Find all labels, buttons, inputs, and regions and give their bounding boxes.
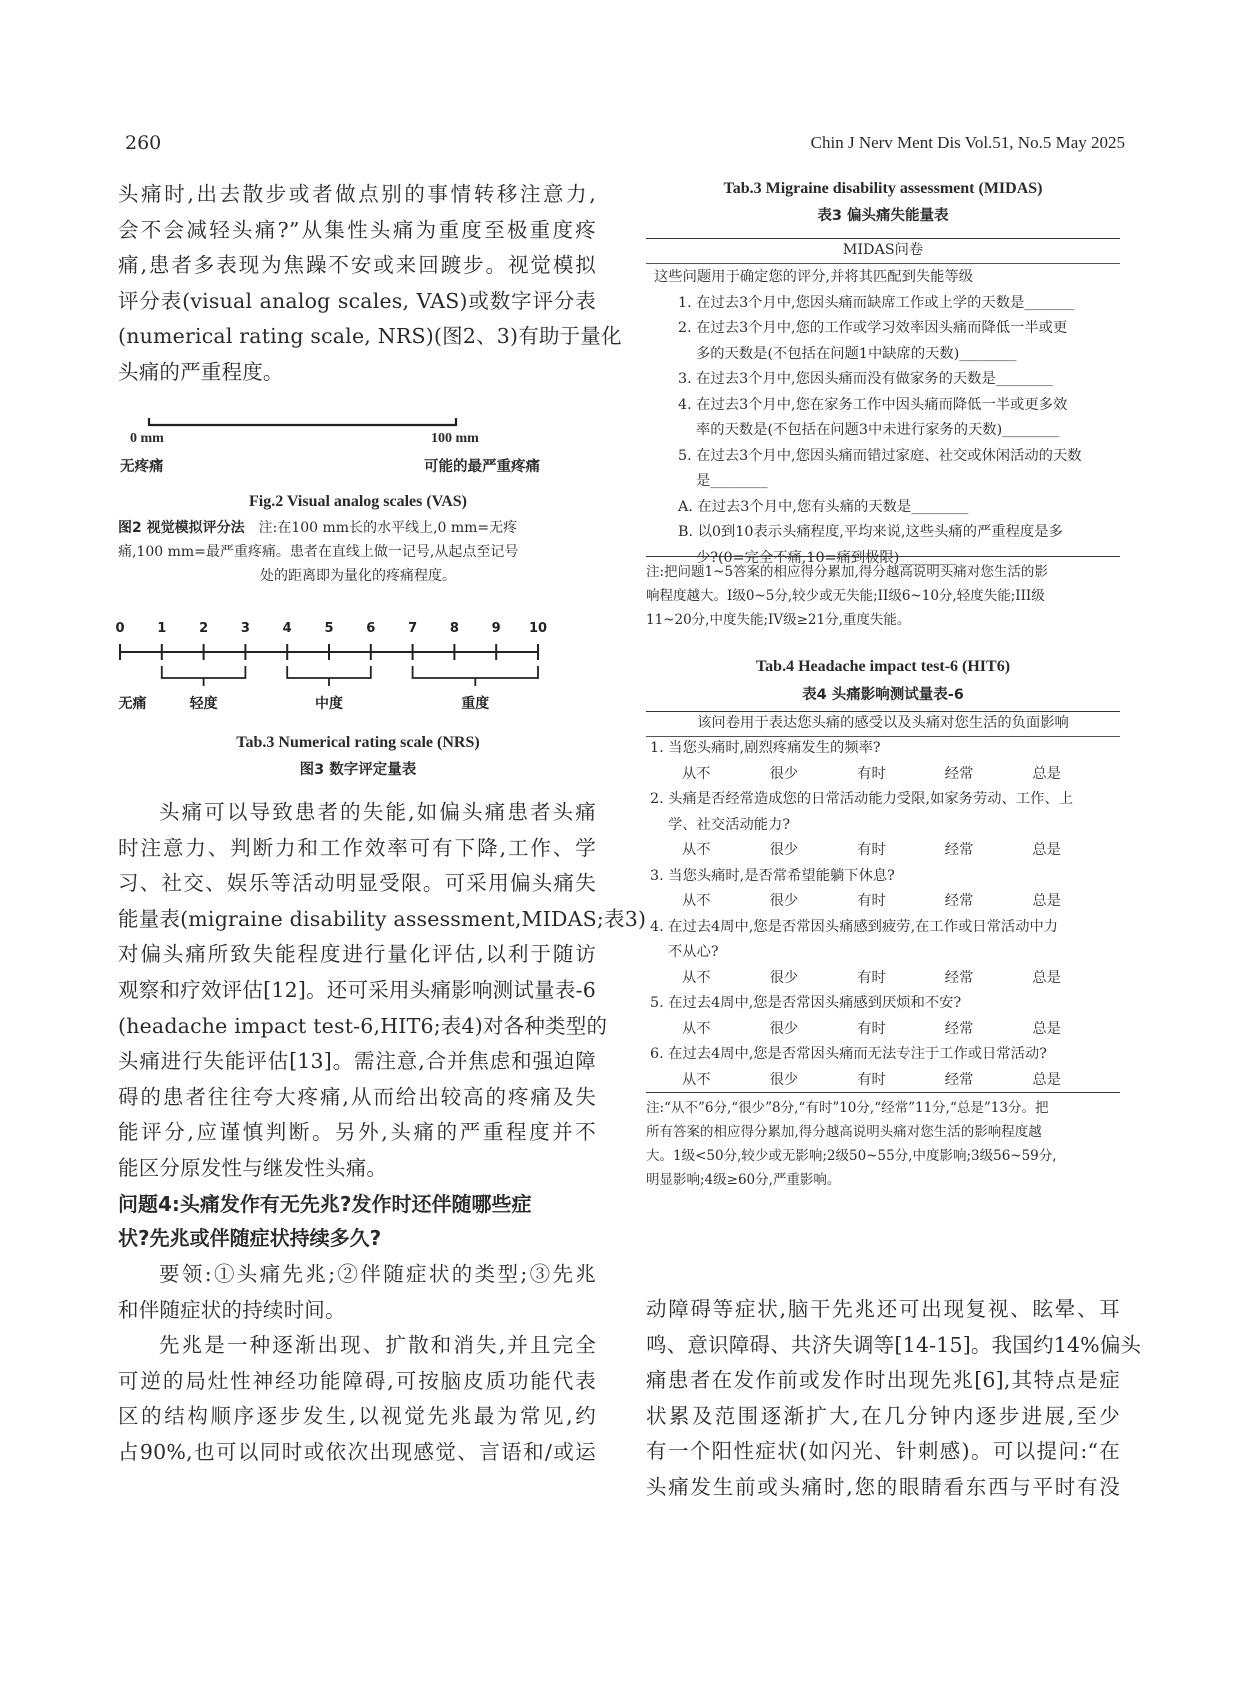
heading-line: 问题4:头痛发作有无先兆?发作时还伴随哪些症 — [118, 1192, 532, 1216]
text-line: 头痛进行失能评估[13]。需注意,合并焦虑和强迫障 — [118, 1049, 596, 1074]
text-line: 和伴随症状的持续时间。 — [118, 1297, 346, 1322]
note-line: 11~20分,中度失能;IV级≥21分,重度失能。 — [646, 612, 911, 628]
table-row: 2. 在过去3个月中,您的工作或学习效率因头痛而降低一半或更 — [678, 320, 1068, 336]
fig3-caption-en: Tab.3 Numerical rating scale (NRS) — [236, 734, 480, 751]
option-label: 总是 — [1032, 1071, 1061, 1088]
option-label: 经常 — [944, 1071, 974, 1088]
nrs-bracket — [162, 666, 246, 678]
nrs-tick-label: 4 — [282, 621, 292, 636]
text-line: 能区分原发性与继发性头痛。 — [118, 1155, 388, 1180]
option-label: 很少 — [769, 969, 799, 986]
heading-line: 状?先兆或伴随症状持续多久? — [118, 1226, 382, 1250]
vas-right-tick: 100 mm — [431, 431, 479, 446]
option-label: 经常 — [944, 842, 974, 858]
table-row: B. 以0到10表示头痛程度,平均来说,这些头痛的严重程度是多 — [678, 524, 1063, 540]
option-label: 总是 — [1032, 765, 1061, 782]
note-line: 注:把问题1~5答案的相应得分累加,得分越高说明头痛对您生活的影 — [646, 564, 1048, 580]
running-header: Chin J Nerv Ment Dis Vol.51, No.5 May 2025 — [810, 133, 1125, 152]
fig2-caption-note: 痛,100 mm=最严重疼痛。患者在直线上做一记号,从起点至记号 — [118, 544, 519, 560]
table-row: 是________ — [696, 473, 768, 489]
option-label: 有时 — [857, 1020, 886, 1037]
nrs-category-label: 轻度 — [189, 696, 218, 712]
table-row: 1. 在过去3个月中,您因头痛而缺席工作或上学的天数是_______ — [678, 294, 1075, 311]
text-line: 会不会减轻头痛?”从集性头痛为重度至极重度疼 — [118, 217, 596, 242]
question-row: 2. 头痛是否经常造成您的日常活动能力受限,如家务劳动、工作、上 — [650, 791, 1074, 807]
table-header: MIDAS问卷 — [842, 242, 924, 258]
option-label: 很少 — [769, 765, 799, 782]
options-row — [650, 889, 1120, 915]
text-line: 观察和疗效评估[12]。还可采用头痛影响测试量表-6 — [118, 977, 596, 1002]
text-line: 头痛发生前或头痛时,您的眼睛看东西与平时有没 — [646, 1474, 1120, 1499]
text-line: 动障碍等症状,脑干先兆还可出现复视、眩晕、耳 — [646, 1297, 1120, 1321]
text-line: 占90%,也可以同时或依次出现感觉、言语和/或运 — [118, 1439, 596, 1464]
text-line: 痛患者在发作前或发作时出现先兆[6],其特点是症 — [646, 1368, 1120, 1393]
text-line: 状累及范围逐渐扩大,在几分钟内逐步进展,至少 — [646, 1403, 1120, 1428]
question-row: 不从心? — [668, 944, 719, 960]
fig2-caption-en: Fig.2 Visual analog scales (VAS) — [249, 493, 467, 510]
table-note — [646, 1096, 1120, 1192]
fig2-caption-title: 图2 视觉模拟评分法 — [118, 520, 245, 536]
text-line: 要领:①头痛先兆;②伴随症状的类型;③先兆 — [159, 1262, 596, 1286]
text-line: 时注意力、判断力和工作效率可有下降,工作、学 — [118, 835, 596, 860]
nrs-category-label: 重度 — [461, 696, 490, 712]
question-row: 4. 在过去4周中,您是否常因头痛感到疲劳,在工作或日常活动中力 — [650, 918, 1059, 935]
option-label: 总是 — [1032, 842, 1061, 858]
table-row: 5. 在过去3个月中,您因头痛而错过家庭、社交或休闲活动的天数 — [678, 447, 1082, 464]
option-label: 很少 — [769, 1071, 799, 1088]
table-row: 多的天数是(不包括在问题1中缺席的天数)________ — [696, 345, 1017, 362]
options-row — [650, 1068, 1120, 1094]
table-row: 4. 在过去3个月中,您在家务工作中因头痛而降低一半或更多效 — [678, 396, 1068, 413]
text-line: 习、社交、娱乐等活动明显受限。可采用偏头痛失 — [118, 871, 596, 896]
options-row — [650, 838, 1120, 864]
fig2-caption-zh — [118, 516, 598, 588]
question-row: 学、社交活动能力? — [668, 816, 791, 833]
nrs-tick-label: 8 — [449, 621, 459, 636]
right-bottom-paragraph — [646, 1292, 1142, 1506]
options-row — [650, 762, 1120, 788]
table-row: 少?(0=完全不痛,10=痛到极限)________ — [696, 549, 957, 566]
page-number: 260 — [125, 132, 162, 154]
fig3-caption-zh: 图3 数字评定量表 — [299, 762, 417, 778]
options-row — [650, 1017, 1120, 1043]
option-label: 从不 — [682, 1071, 711, 1088]
option-label: 很少 — [769, 842, 799, 858]
note-line: 所有答案的相应得分累加,得分越高说明头痛对您生活的影响程度越 — [646, 1124, 1042, 1140]
text-line: 头痛可以导致患者的失能,如偏头痛患者头痛 — [159, 800, 596, 824]
figure-nrs — [112, 614, 552, 724]
nrs-tick-label: 2 — [199, 621, 209, 636]
nrs-tick-label: 0 — [115, 621, 125, 636]
nrs-tick-label: 9 — [491, 621, 501, 636]
table-hit6 — [646, 711, 1120, 1191]
table-header: 该问卷用于表达您头痛的感受以及头痛对您生活的负面影响 — [697, 715, 1069, 731]
text-line: 可逆的局灶性神经功能障碍,可按脑皮质功能代表 — [118, 1368, 596, 1393]
option-label: 很少 — [769, 1020, 799, 1037]
option-label: 从不 — [682, 893, 711, 909]
nrs-tick-label: 6 — [366, 621, 376, 636]
option-label: 总是 — [1032, 969, 1061, 986]
tab4-caption-en: Tab.4 Headache impact test-6 (HIT6) — [755, 658, 1011, 675]
option-label: 有时 — [857, 1071, 886, 1088]
text-line: 头痛时,出去散步或者做点别的事情转移注意力, — [118, 182, 596, 206]
option-label: 经常 — [944, 893, 974, 909]
tab3-caption-en: Tab.3 Migraine disability assessment (MIDAS) — [723, 180, 1043, 197]
text-line: 有一个阳性症状(如闪光、针刺感)。可以提问:“在 — [646, 1439, 1120, 1464]
note-line: 大。1级<50分,较少或无影响;2级50~55分,中度影响;3级56~59分, — [646, 1148, 1057, 1164]
table-note — [646, 560, 1120, 632]
table-row: 率的天数是(不包括在问题3中未进行家务的天数)________ — [696, 422, 1060, 438]
option-label: 有时 — [857, 969, 886, 986]
vas-line — [118, 415, 598, 435]
text-line: 痛,患者多表现为焦躁不安或来回踱步。视觉模拟 — [118, 253, 596, 278]
table-row: 3. 在过去3个月中,您因头痛而没有做家务的天数是________ — [678, 371, 1053, 387]
note-line: 响程度越大。I级0~5分,较少或无失能;II级6~10分,轻度失能;III级 — [646, 588, 1045, 604]
note-line: 注:“从不”6分,“很少”8分,“有时”10分,“经常”11分,“总是”13分。把 — [646, 1100, 1049, 1116]
left-bottom-paragraph — [118, 1257, 596, 1471]
vas-right-label: 可能的最严重疼痛 — [424, 459, 540, 475]
note-line: 明显影响;4级≥60分,严重影响。 — [646, 1172, 841, 1188]
text-line: 鸣、意识障碍、共济失调等[14-15]。我国约14%偏头 — [646, 1332, 1142, 1357]
question-4-heading — [118, 1187, 596, 1255]
nrs-category-label: 无痛 — [118, 696, 147, 712]
option-label: 经常 — [944, 1020, 974, 1037]
tab4-caption-zh: 表4 头痛影响测试量表-6 — [802, 687, 964, 703]
option-label: 从不 — [682, 1020, 711, 1037]
text-line: 评分表(visual analog scales, VAS)或数字评分表 — [118, 288, 596, 313]
left-top-paragraph — [118, 177, 622, 391]
option-label: 总是 — [1032, 893, 1061, 909]
question-row: 3. 当您头痛时,是否常希望能躺下休息? — [650, 867, 895, 884]
text-line: 对偏头痛所致失能程度进行量化评估,以利于随访 — [118, 942, 596, 967]
table-midas — [646, 238, 1120, 628]
fig2-caption-note: 处的距离即为量化的疼痛程度。 — [260, 568, 456, 584]
option-label: 从不 — [682, 969, 711, 986]
text-line: 头痛的严重程度。 — [118, 359, 284, 384]
question-row: 6. 在过去4周中,您是否常因头痛而无法专注于工作或日常活动? — [650, 1046, 1047, 1062]
option-label: 有时 — [857, 842, 886, 858]
option-label: 从不 — [682, 765, 711, 782]
text-line: 能量表(migraine disability assessment,MIDAS;表3) — [118, 906, 647, 931]
option-label: 经常 — [944, 969, 974, 986]
option-label: 总是 — [1032, 1020, 1061, 1037]
options-row — [650, 966, 1120, 992]
left-mid-paragraph — [118, 795, 647, 1187]
vas-left-label: 无疼痛 — [120, 459, 164, 475]
question-row: 1. 当您头痛时,剧烈疼痛发生的频率? — [650, 740, 881, 756]
text-line: 先兆是一种逐渐出现、扩散和消失,并且完全 — [159, 1333, 596, 1358]
nrs-bracket — [413, 666, 538, 678]
text-line: (numerical rating scale, NRS)(图2、3)有助于量化 — [118, 324, 622, 349]
option-label: 有时 — [857, 893, 886, 909]
nrs-category-label: 中度 — [315, 696, 343, 712]
table-row: A. 在过去3个月中,您有头痛的天数是________ — [678, 498, 969, 515]
vas-left-tick: 0 mm — [130, 431, 164, 446]
text-line: 区的结构顺序逐步发生,以视觉先兆最为常见,约 — [118, 1404, 596, 1429]
nrs-tick-label: 7 — [408, 621, 418, 636]
tab3-caption-zh: 表3 偏头痛失能量表 — [817, 208, 949, 224]
fig2-caption-note: 注:在100 mm长的水平线上,0 mm=无疼 — [258, 520, 518, 536]
table-intro: 这些问题用于确定您的评分,并将其匹配到失能等级 — [654, 269, 974, 285]
nrs-tick-label: 1 — [157, 621, 167, 636]
nrs-tick-label: 3 — [240, 621, 250, 636]
option-label: 从不 — [682, 842, 711, 858]
nrs-tick-label: 5 — [324, 621, 334, 636]
nrs-tick-label: 10 — [528, 621, 548, 636]
question-row: 5. 在过去4周中,您是否常因头痛感到厌烦和不安? — [650, 995, 962, 1011]
option-label: 有时 — [857, 765, 886, 782]
option-label: 很少 — [769, 893, 799, 909]
text-line: 能评分,应谨慎判断。另外,头痛的严重程度并不 — [118, 1120, 596, 1145]
text-line: 碍的患者往往夸大疼痛,从而给出较高的疼痛及失 — [118, 1084, 596, 1109]
option-label: 经常 — [944, 765, 974, 782]
nrs-scale — [112, 614, 552, 724]
text-line: (headache impact test-6,HIT6;表4)对各种类型的 — [118, 1013, 608, 1038]
nrs-bracket — [287, 666, 371, 678]
